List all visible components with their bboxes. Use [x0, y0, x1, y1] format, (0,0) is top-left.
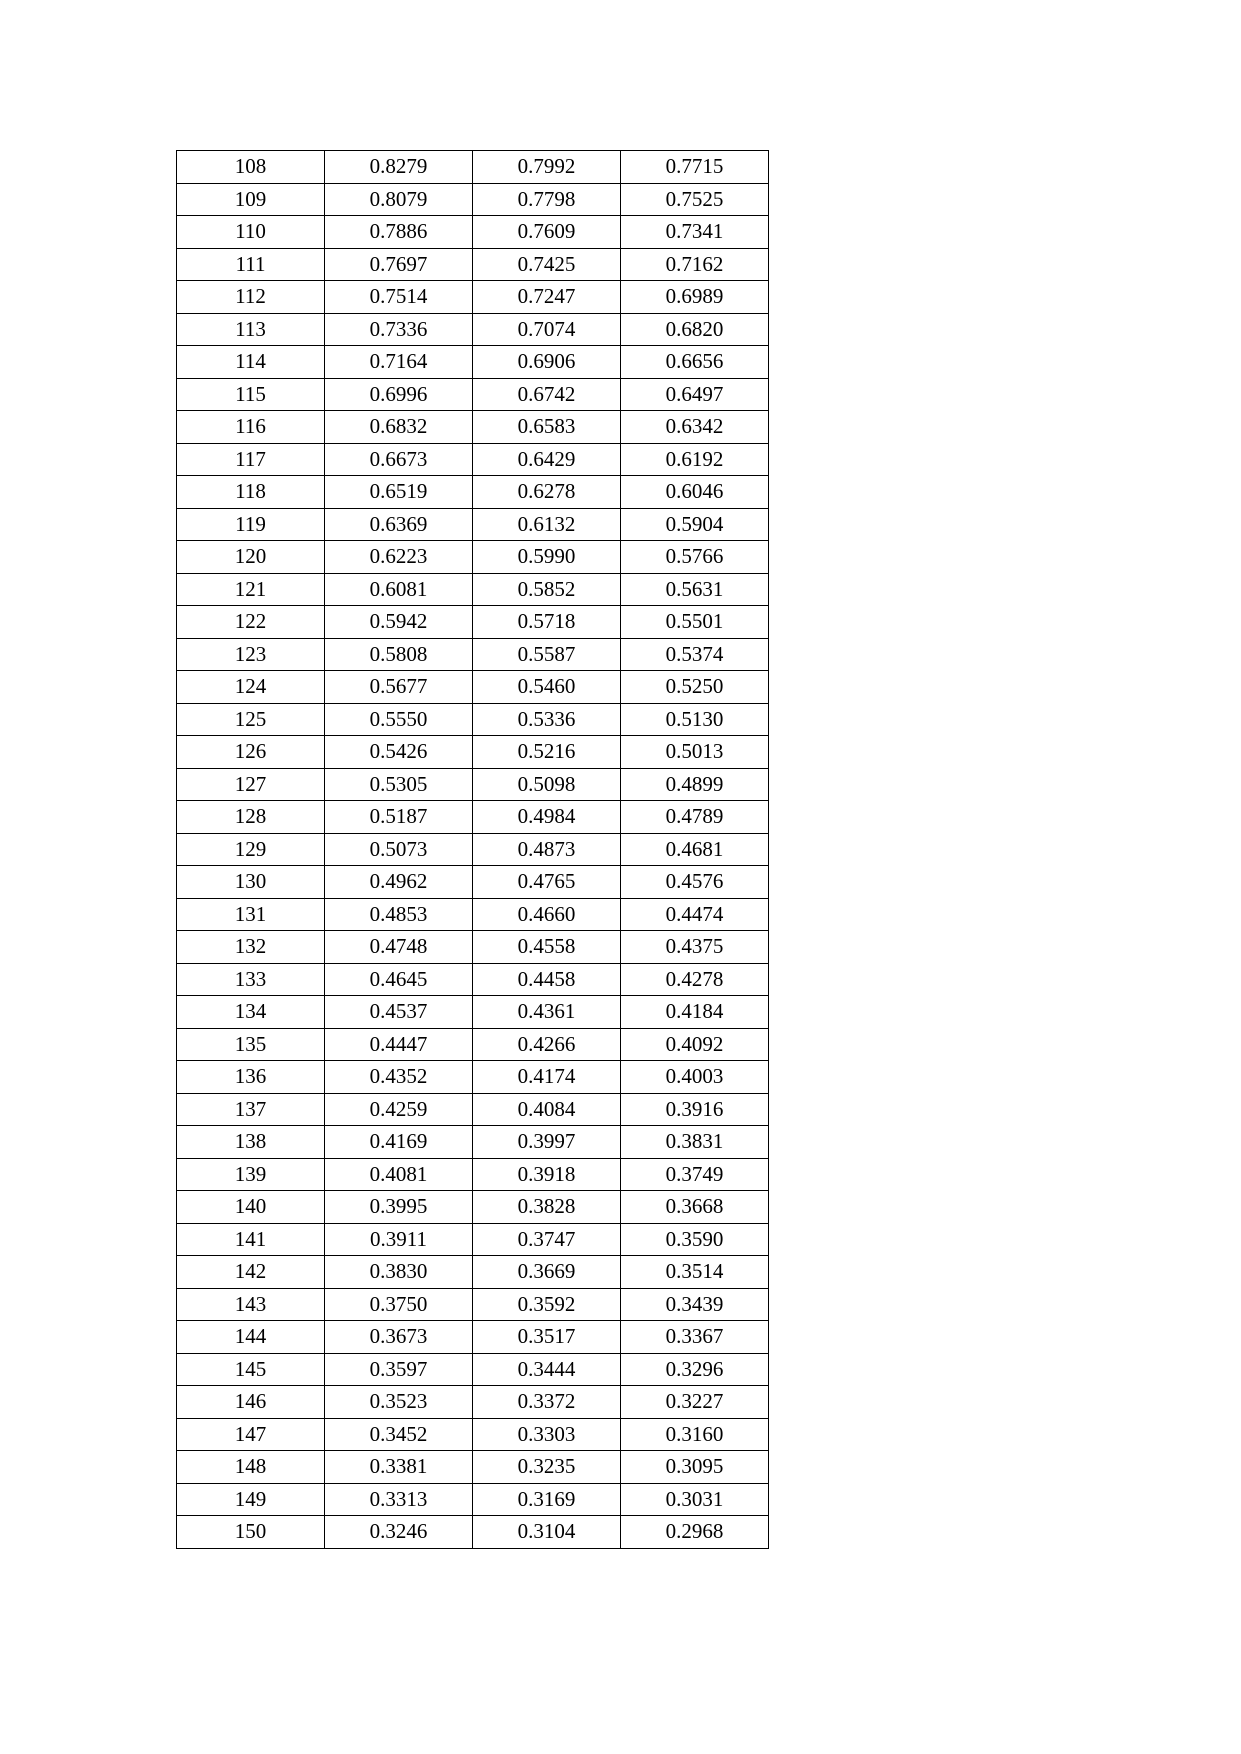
value-cell-col-3: 0.4558	[473, 931, 621, 964]
table-row	[177, 573, 769, 606]
value-cell-col-3: 0.7798	[473, 183, 621, 216]
value-cell-col-4: 0.3514	[621, 1256, 769, 1289]
table-row	[177, 736, 769, 769]
value-cell-col-4: 0.4278	[621, 963, 769, 996]
table-row	[177, 508, 769, 541]
row-index-cell: 125	[177, 703, 325, 736]
row-index-cell: 124	[177, 671, 325, 704]
row-index-cell: 116	[177, 411, 325, 444]
table-row	[177, 1256, 769, 1289]
table-row	[177, 1191, 769, 1224]
value-cell-col-3: 0.6906	[473, 346, 621, 379]
value-cell-col-3: 0.3444	[473, 1353, 621, 1386]
row-index-cell: 120	[177, 541, 325, 574]
data-table	[176, 150, 769, 1549]
table-row	[177, 1061, 769, 1094]
table-row	[177, 1223, 769, 1256]
value-cell-col-2: 0.6223	[325, 541, 473, 574]
value-cell-col-2: 0.3995	[325, 1191, 473, 1224]
value-cell-col-3: 0.3372	[473, 1386, 621, 1419]
table-row	[177, 833, 769, 866]
row-index-cell: 143	[177, 1288, 325, 1321]
table-row	[177, 411, 769, 444]
table-row	[177, 703, 769, 736]
value-cell-col-2: 0.6519	[325, 476, 473, 509]
value-cell-col-2: 0.5073	[325, 833, 473, 866]
table-row	[177, 1418, 769, 1451]
row-index-cell: 121	[177, 573, 325, 606]
table-row	[177, 931, 769, 964]
table-row	[177, 1386, 769, 1419]
table-row	[177, 1451, 769, 1484]
row-index-cell: 129	[177, 833, 325, 866]
value-cell-col-4: 0.5250	[621, 671, 769, 704]
row-index-cell: 145	[177, 1353, 325, 1386]
value-cell-col-3: 0.4084	[473, 1093, 621, 1126]
value-cell-col-2: 0.4853	[325, 898, 473, 931]
value-cell-col-2: 0.4169	[325, 1126, 473, 1159]
value-cell-col-4: 0.3095	[621, 1451, 769, 1484]
row-index-cell: 130	[177, 866, 325, 899]
value-cell-col-2: 0.6832	[325, 411, 473, 444]
value-cell-col-2: 0.5942	[325, 606, 473, 639]
value-cell-col-3: 0.7609	[473, 216, 621, 249]
value-cell-col-2: 0.3452	[325, 1418, 473, 1451]
table-row	[177, 1483, 769, 1516]
value-cell-col-2: 0.7886	[325, 216, 473, 249]
value-cell-col-2: 0.3523	[325, 1386, 473, 1419]
value-cell-col-3: 0.6278	[473, 476, 621, 509]
table-row	[177, 801, 769, 834]
row-index-cell: 128	[177, 801, 325, 834]
value-cell-col-4: 0.3831	[621, 1126, 769, 1159]
row-index-cell: 136	[177, 1061, 325, 1094]
table-row	[177, 898, 769, 931]
value-cell-col-4: 0.5766	[621, 541, 769, 574]
value-cell-col-2: 0.6673	[325, 443, 473, 476]
value-cell-col-2: 0.7697	[325, 248, 473, 281]
table-row	[177, 1288, 769, 1321]
row-index-cell: 138	[177, 1126, 325, 1159]
table-row	[177, 248, 769, 281]
value-cell-col-4: 0.7341	[621, 216, 769, 249]
value-cell-col-4: 0.5631	[621, 573, 769, 606]
value-cell-col-3: 0.6429	[473, 443, 621, 476]
value-cell-col-2: 0.4447	[325, 1028, 473, 1061]
value-cell-col-4: 0.4092	[621, 1028, 769, 1061]
row-index-cell: 119	[177, 508, 325, 541]
row-index-cell: 126	[177, 736, 325, 769]
value-cell-col-4: 0.7162	[621, 248, 769, 281]
table-row	[177, 313, 769, 346]
value-cell-col-3: 0.5098	[473, 768, 621, 801]
value-cell-col-3: 0.4765	[473, 866, 621, 899]
value-cell-col-4: 0.4184	[621, 996, 769, 1029]
row-index-cell: 141	[177, 1223, 325, 1256]
row-index-cell: 122	[177, 606, 325, 639]
value-cell-col-3: 0.5216	[473, 736, 621, 769]
value-cell-col-2: 0.4645	[325, 963, 473, 996]
value-cell-col-2: 0.3673	[325, 1321, 473, 1354]
value-cell-col-4: 0.7715	[621, 151, 769, 184]
value-cell-col-2: 0.5187	[325, 801, 473, 834]
value-cell-col-3: 0.5460	[473, 671, 621, 704]
value-cell-col-4: 0.4375	[621, 931, 769, 964]
value-cell-col-2: 0.6996	[325, 378, 473, 411]
table-row	[177, 963, 769, 996]
value-cell-col-4: 0.3668	[621, 1191, 769, 1224]
row-index-cell: 140	[177, 1191, 325, 1224]
table-row	[177, 606, 769, 639]
table-row	[177, 1516, 769, 1549]
value-cell-col-3: 0.4174	[473, 1061, 621, 1094]
value-cell-col-4: 0.3367	[621, 1321, 769, 1354]
value-cell-col-2: 0.6369	[325, 508, 473, 541]
value-cell-col-3: 0.3517	[473, 1321, 621, 1354]
table-row	[177, 216, 769, 249]
value-cell-col-2: 0.3246	[325, 1516, 473, 1549]
value-cell-col-4: 0.6820	[621, 313, 769, 346]
table-row	[177, 346, 769, 379]
value-cell-col-2: 0.3597	[325, 1353, 473, 1386]
value-cell-col-4: 0.4474	[621, 898, 769, 931]
row-index-cell: 111	[177, 248, 325, 281]
value-cell-col-2: 0.5305	[325, 768, 473, 801]
value-cell-col-2: 0.7514	[325, 281, 473, 314]
row-index-cell: 144	[177, 1321, 325, 1354]
value-cell-col-2: 0.4259	[325, 1093, 473, 1126]
value-cell-col-2: 0.6081	[325, 573, 473, 606]
table-row	[177, 183, 769, 216]
value-cell-col-3: 0.3303	[473, 1418, 621, 1451]
value-cell-col-2: 0.7336	[325, 313, 473, 346]
table-body	[177, 151, 769, 1549]
row-index-cell: 139	[177, 1158, 325, 1191]
table-row	[177, 1093, 769, 1126]
value-cell-col-4: 0.3590	[621, 1223, 769, 1256]
value-cell-col-4: 0.3749	[621, 1158, 769, 1191]
row-index-cell: 127	[177, 768, 325, 801]
value-cell-col-3: 0.5587	[473, 638, 621, 671]
row-index-cell: 114	[177, 346, 325, 379]
value-cell-col-3: 0.4660	[473, 898, 621, 931]
value-cell-col-3: 0.6583	[473, 411, 621, 444]
row-index-cell: 142	[177, 1256, 325, 1289]
value-cell-col-3: 0.3669	[473, 1256, 621, 1289]
value-cell-col-3: 0.3747	[473, 1223, 621, 1256]
table-row	[177, 866, 769, 899]
table-row	[177, 476, 769, 509]
row-index-cell: 147	[177, 1418, 325, 1451]
table-row	[177, 996, 769, 1029]
value-cell-col-3: 0.5336	[473, 703, 621, 736]
value-cell-col-3: 0.3592	[473, 1288, 621, 1321]
row-index-cell: 109	[177, 183, 325, 216]
table-row	[177, 541, 769, 574]
row-index-cell: 115	[177, 378, 325, 411]
row-index-cell: 148	[177, 1451, 325, 1484]
row-index-cell: 131	[177, 898, 325, 931]
table-row	[177, 768, 769, 801]
value-cell-col-2: 0.3830	[325, 1256, 473, 1289]
value-cell-col-4: 0.3296	[621, 1353, 769, 1386]
value-cell-col-2: 0.5677	[325, 671, 473, 704]
value-cell-col-2: 0.4352	[325, 1061, 473, 1094]
table-row	[177, 281, 769, 314]
value-cell-col-4: 0.6342	[621, 411, 769, 444]
table-row	[177, 1321, 769, 1354]
value-cell-col-3: 0.4458	[473, 963, 621, 996]
value-cell-col-2: 0.5426	[325, 736, 473, 769]
row-index-cell: 117	[177, 443, 325, 476]
value-cell-col-3: 0.7247	[473, 281, 621, 314]
value-cell-col-3: 0.5852	[473, 573, 621, 606]
value-cell-col-3: 0.3169	[473, 1483, 621, 1516]
value-cell-col-3: 0.6132	[473, 508, 621, 541]
value-cell-col-4: 0.2968	[621, 1516, 769, 1549]
value-cell-col-2: 0.4748	[325, 931, 473, 964]
table-row	[177, 638, 769, 671]
table-row	[177, 378, 769, 411]
value-cell-col-3: 0.3997	[473, 1126, 621, 1159]
value-cell-col-2: 0.3750	[325, 1288, 473, 1321]
value-cell-col-2: 0.5808	[325, 638, 473, 671]
value-cell-col-4: 0.4789	[621, 801, 769, 834]
row-index-cell: 110	[177, 216, 325, 249]
value-cell-col-2: 0.4081	[325, 1158, 473, 1191]
value-cell-col-4: 0.5904	[621, 508, 769, 541]
value-cell-col-3: 0.3828	[473, 1191, 621, 1224]
value-cell-col-4: 0.7525	[621, 183, 769, 216]
value-cell-col-4: 0.3031	[621, 1483, 769, 1516]
value-cell-col-3: 0.7425	[473, 248, 621, 281]
value-cell-col-4: 0.4681	[621, 833, 769, 866]
row-index-cell: 137	[177, 1093, 325, 1126]
value-cell-col-3: 0.5718	[473, 606, 621, 639]
value-cell-col-4: 0.3160	[621, 1418, 769, 1451]
row-index-cell: 132	[177, 931, 325, 964]
value-cell-col-3: 0.7992	[473, 151, 621, 184]
value-cell-col-2: 0.3911	[325, 1223, 473, 1256]
table-row	[177, 151, 769, 184]
value-cell-col-4: 0.6989	[621, 281, 769, 314]
value-cell-col-2: 0.4962	[325, 866, 473, 899]
value-cell-col-3: 0.4873	[473, 833, 621, 866]
value-cell-col-3: 0.5990	[473, 541, 621, 574]
value-cell-col-4: 0.3916	[621, 1093, 769, 1126]
row-index-cell: 108	[177, 151, 325, 184]
value-cell-col-2: 0.4537	[325, 996, 473, 1029]
value-cell-col-4: 0.5501	[621, 606, 769, 639]
value-cell-col-4: 0.4899	[621, 768, 769, 801]
table-row	[177, 1158, 769, 1191]
value-cell-col-4: 0.6192	[621, 443, 769, 476]
value-cell-col-4: 0.4576	[621, 866, 769, 899]
value-cell-col-3: 0.4361	[473, 996, 621, 1029]
row-index-cell: 134	[177, 996, 325, 1029]
value-cell-col-3: 0.3104	[473, 1516, 621, 1549]
value-cell-col-4: 0.3227	[621, 1386, 769, 1419]
value-cell-col-4: 0.5013	[621, 736, 769, 769]
row-index-cell: 146	[177, 1386, 325, 1419]
table-row	[177, 1353, 769, 1386]
value-cell-col-2: 0.7164	[325, 346, 473, 379]
value-cell-col-3: 0.6742	[473, 378, 621, 411]
row-index-cell: 123	[177, 638, 325, 671]
value-cell-col-3: 0.3235	[473, 1451, 621, 1484]
table-row	[177, 443, 769, 476]
row-index-cell: 150	[177, 1516, 325, 1549]
row-index-cell: 113	[177, 313, 325, 346]
value-cell-col-4: 0.6497	[621, 378, 769, 411]
value-cell-col-3: 0.4266	[473, 1028, 621, 1061]
value-cell-col-3: 0.7074	[473, 313, 621, 346]
value-cell-col-3: 0.4984	[473, 801, 621, 834]
value-cell-col-2: 0.8279	[325, 151, 473, 184]
value-cell-col-2: 0.8079	[325, 183, 473, 216]
value-cell-col-3: 0.3918	[473, 1158, 621, 1191]
value-cell-col-4: 0.6656	[621, 346, 769, 379]
value-cell-col-2: 0.3381	[325, 1451, 473, 1484]
row-index-cell: 118	[177, 476, 325, 509]
value-cell-col-2: 0.5550	[325, 703, 473, 736]
row-index-cell: 135	[177, 1028, 325, 1061]
value-cell-col-2: 0.3313	[325, 1483, 473, 1516]
row-index-cell: 149	[177, 1483, 325, 1516]
value-cell-col-4: 0.5374	[621, 638, 769, 671]
table-row	[177, 1126, 769, 1159]
table-row	[177, 1028, 769, 1061]
value-cell-col-4: 0.5130	[621, 703, 769, 736]
value-cell-col-4: 0.4003	[621, 1061, 769, 1094]
table-row	[177, 671, 769, 704]
row-index-cell: 112	[177, 281, 325, 314]
value-cell-col-4: 0.6046	[621, 476, 769, 509]
value-cell-col-4: 0.3439	[621, 1288, 769, 1321]
row-index-cell: 133	[177, 963, 325, 996]
